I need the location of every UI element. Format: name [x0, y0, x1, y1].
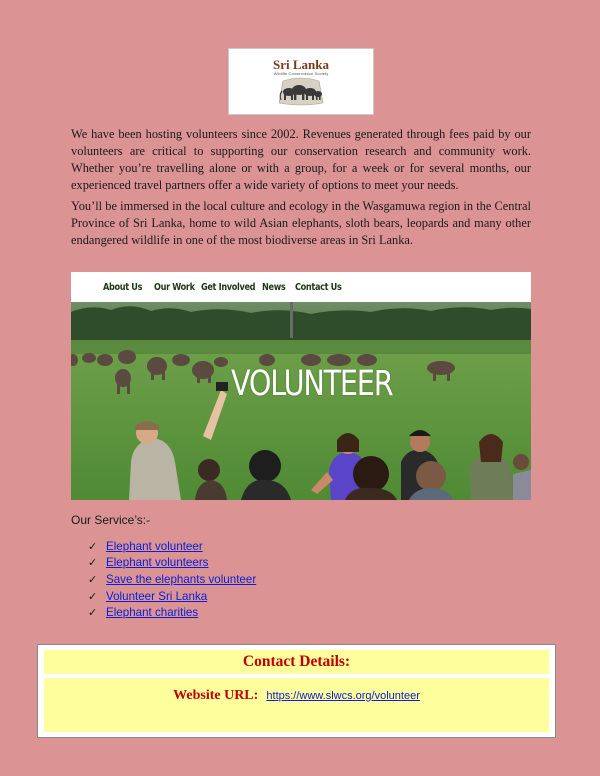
service-link-elephant-volunteers[interactable]: Elephant volunteers	[106, 556, 209, 570]
nav-news[interactable]: News	[261, 281, 286, 293]
logo	[228, 48, 374, 115]
service-link-save-the-elephants[interactable]: Save the elephants volunteer	[106, 572, 257, 586]
banner-title: VOLUNTEER	[231, 364, 393, 404]
service-link-elephant-charities[interactable]: Elephant charities	[106, 606, 199, 620]
contact-body	[44, 678, 549, 732]
check-icon: ✓	[88, 589, 98, 603]
website-url-link[interactable]: https://www.slwcs.org/volunteer	[266, 690, 420, 702]
check-icon: ✓	[88, 539, 98, 553]
contact-box	[37, 644, 556, 738]
list-item	[88, 538, 256, 555]
services-list	[88, 538, 256, 621]
check-icon: ✓	[88, 572, 98, 586]
nav-contact-us[interactable]: Contact Us	[295, 281, 342, 293]
elephant-herd-icon	[273, 77, 329, 107]
check-icon: ✓	[88, 556, 98, 570]
list-item	[88, 588, 256, 605]
banner-nav	[71, 272, 531, 302]
website-url-label: Website URL:	[173, 688, 259, 703]
website-line	[44, 684, 549, 704]
logo-subtitle: Wildlife Conservation Society	[273, 71, 329, 76]
service-link-volunteer-sri-lanka[interactable]: Volunteer Sri Lanka	[106, 589, 208, 603]
contact-heading: Contact Details:	[44, 650, 549, 674]
logo-title: Sri Lanka	[273, 57, 329, 72]
nav-get-involved[interactable]: Get Involved	[200, 281, 255, 293]
intro-paragraph-2: You’ll be immersed in the local culture and ecology in the Wasgamuwa region in the Central Province of Sri Lanka, home to wild Asian elephants, sloth bears, leopards and many other endangered wildlife in one of the most biodiverse areas in Sri Lanka.	[71, 199, 531, 247]
volunteer-banner	[71, 272, 531, 500]
list-item	[88, 571, 256, 588]
intro-paragraph-1: We have been hosting volunteers since 2002. Revenues generated through fees paid by our volunteers are critical to supporting our conservation research and community work. Whether you’re travelling alone or with a group, for a week or for several months, our experienced travel partners offer a wide variety of options to meet your needs.	[71, 127, 531, 192]
nav-our-work[interactable]: Our Work	[154, 281, 196, 293]
nav-about-us[interactable]: About Us	[103, 281, 143, 293]
list-item	[88, 604, 256, 621]
service-link-elephant-volunteer[interactable]: Elephant volunteer	[106, 539, 203, 553]
services-title: Our Service’s:-	[71, 513, 151, 527]
check-icon: ✓	[88, 606, 98, 620]
list-item	[88, 555, 256, 572]
